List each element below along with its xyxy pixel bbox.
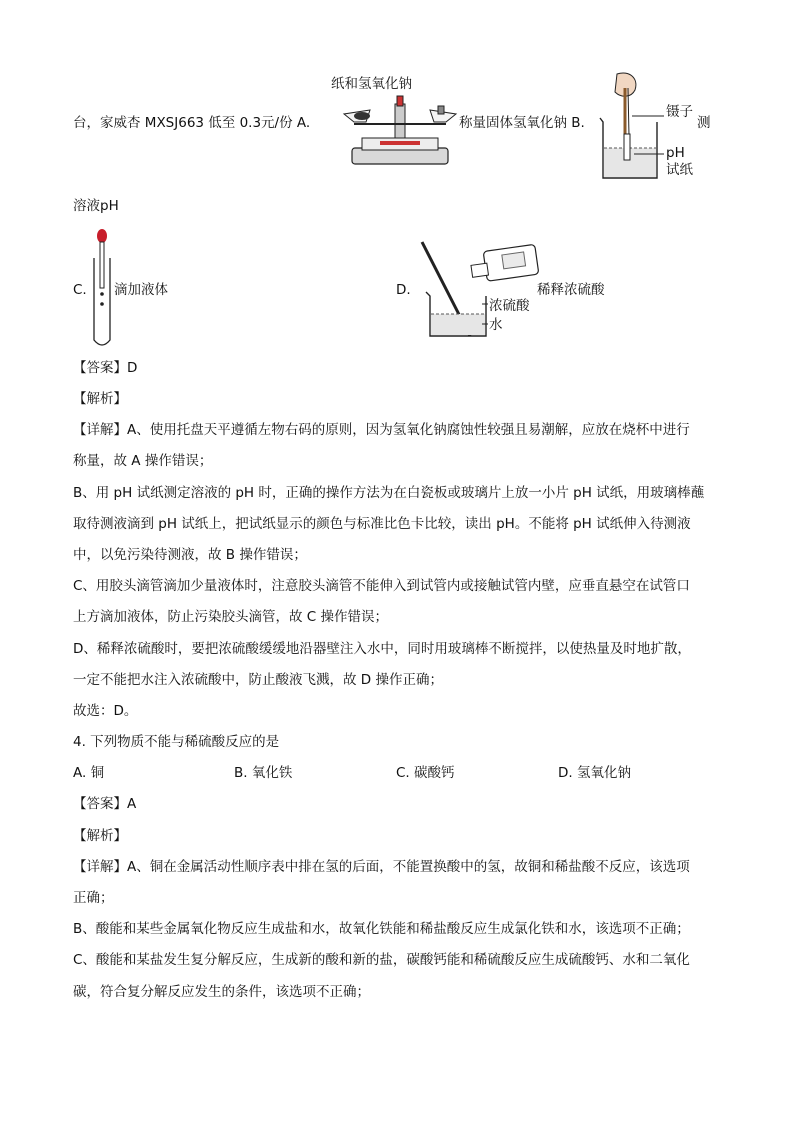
b-leader-lines — [630, 110, 670, 160]
q4-line-2: 正确； — [73, 890, 114, 906]
q3-line-10: 故选：D。 — [73, 703, 138, 719]
balance-top-label: 纸和氢氧化钠 — [331, 76, 412, 92]
q3-answer: 【答案】D — [73, 360, 138, 376]
option-c-letter: C. — [73, 282, 87, 298]
q3-line-2: 称量，故 A 操作错误； — [73, 453, 213, 469]
q3-line-3: B、用 pH 试纸测定溶液的 pH 时，正确的操作方法为在白瓷板或玻璃片上放一小片 pH 试纸，用玻璃棒蘸 — [73, 485, 705, 501]
d-label-dilute: 稀释浓硫酸 — [537, 282, 605, 298]
dilution-figure — [420, 240, 540, 340]
q4-option-c: C. 碳酸钙 — [396, 765, 455, 781]
q4-analysis-heading: 【解析】 — [73, 828, 127, 844]
d-leader-lines — [482, 286, 522, 326]
q3-line-5: 中，以免污染待测液，故 B 操作错误； — [73, 547, 307, 563]
measure-label: 测 — [697, 115, 711, 131]
q4-answer: 【答案】A — [73, 796, 137, 812]
paper-label: 试纸 — [666, 162, 693, 178]
d-label-water: 水 — [489, 317, 503, 333]
q4-stem: 4. 下列物质不能与稀硫酸反应的是 — [73, 734, 280, 750]
d-label-acid: 浓硫酸 — [489, 298, 530, 314]
q3-line-8: D、稀释浓硫酸时，要把浓硫酸缓缓地沿器壁注入水中，同时用玻璃棒不断搅拌，以使热量及时地扩散， — [73, 641, 691, 657]
q3-analysis-heading: 【解析】 — [73, 391, 127, 407]
q3-line-9: 一定不能把水注入浓硫酸中，防止酸液飞溅，故 D 操作正确； — [73, 672, 443, 688]
c-label: 滴加液体 — [114, 282, 168, 298]
ph-label: pH — [666, 145, 685, 161]
tweezers-label: 镊子 — [666, 104, 693, 120]
solution-ph-text: 溶液pH — [73, 198, 119, 214]
balance-side-label: 称量固体氢氧化钠 B. — [459, 115, 585, 131]
q4-line-1: 【详解】A、铜在金属活动性顺序表中排在氢的后面，不能置换酸中的氢，故铜和稀盐酸不反应，该选项 — [73, 859, 690, 875]
q3-line-1: 【详解】A、使用托盘天平遵循左物右码的原则，因为氢氧化钠腐蚀性较强且易潮解，应放在烧杯中进行 — [73, 422, 690, 438]
q4-line-4: C、酸能和某盐发生复分解反应，生成新的酸和新的盐，碳酸钙能和稀硫酸反应生成硫酸钙、水和二氧化 — [73, 952, 690, 968]
option-d-letter: D. — [396, 282, 411, 298]
q4-line-5: 碳，符合复分解反应发生的条件，该选项不正确； — [73, 984, 370, 1000]
q3-line-6: C、用胶头滴管滴加少量液体时，注意胶头滴管不能伸入到试管内或接触试管内壁，应垂直悬空在试管口 — [73, 578, 690, 594]
q4-line-3: B、酸能和某些金属氧化物反应生成盐和水，故氧化铁能和稀盐酸反应生成氯化铁和水，该选项不正确； — [73, 921, 690, 937]
q4-option-b: B. 氧化铁 — [234, 765, 293, 781]
q4-option-d: D. 氢氧化钠 — [558, 765, 631, 781]
balance-figure — [340, 92, 460, 172]
q3-line-7: 上方滴加液体，防止污染胶头滴管，故 C 操作错误； — [73, 609, 389, 625]
q4-option-a: A. 铜 — [73, 765, 105, 781]
q3-line-4: 取待测液滴到 pH 试纸上，把试纸显示的颜色与标准比色卡比较，读出 pH。不能将 pH 试纸伸入待测液 — [73, 516, 691, 532]
intro-text: 台，家威杏 MXSJ663 低至 0.3元/份 A. — [73, 115, 311, 131]
